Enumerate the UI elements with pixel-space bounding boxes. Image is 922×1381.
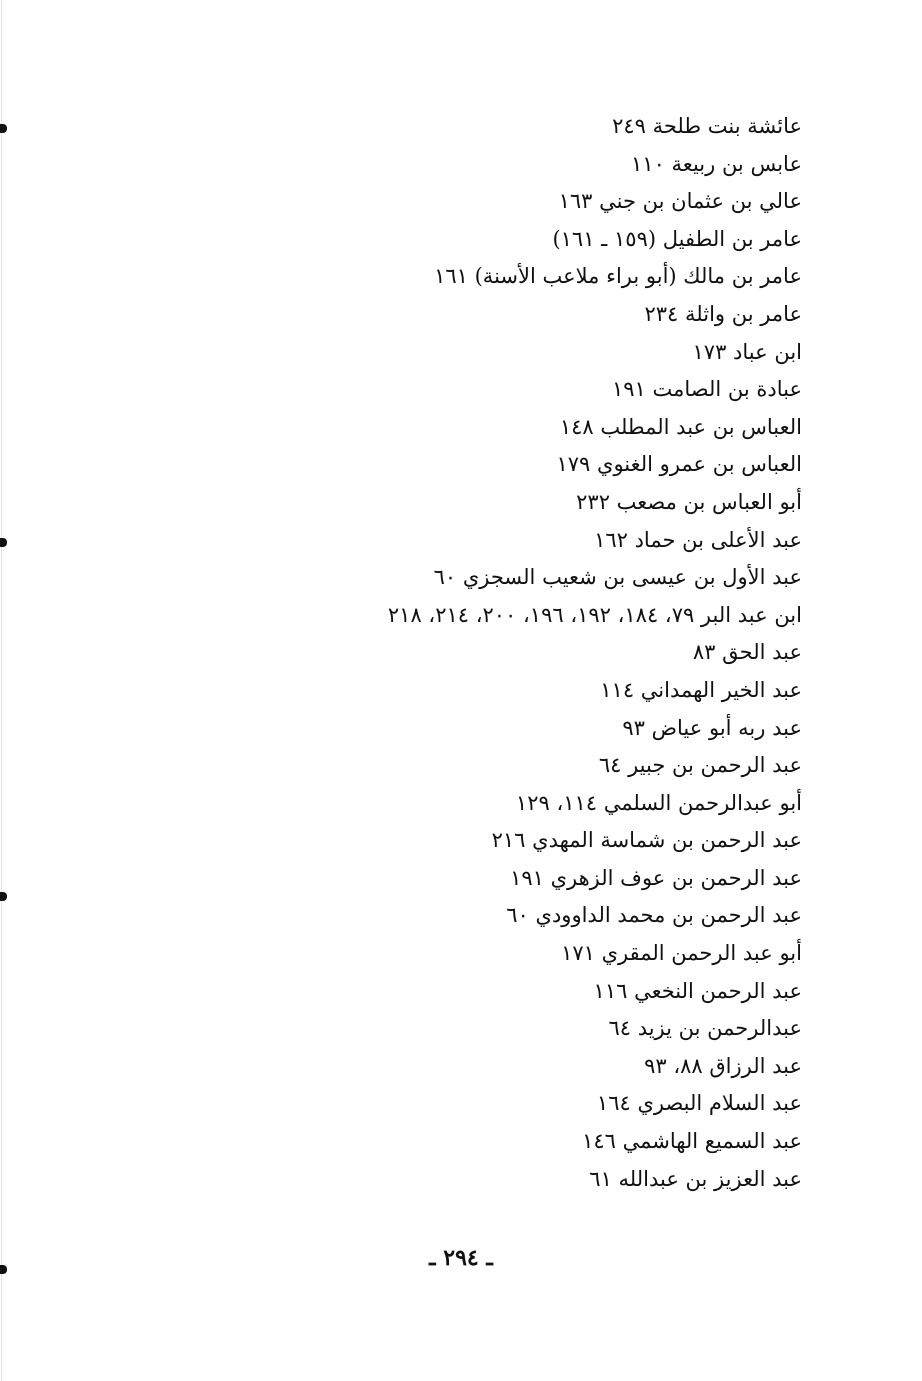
index-list xyxy=(282,108,802,1198)
index-entry: أبو العباس بن مصعب ٢٣٢ xyxy=(576,489,802,514)
index-entry: عبد الرحمن النخعي ١١٦ xyxy=(593,978,802,1003)
index-entry: عابس بن ربيعة ١١٠ xyxy=(631,151,802,176)
index-entry: عبد العزيز بن عبدالله ٦١ xyxy=(589,1166,802,1191)
index-entry: عالي بن عثمان بن جني ١٦٣ xyxy=(558,189,802,214)
index-entry: ابن عباد ١٧٣ xyxy=(692,339,802,364)
index-entry: عبد الأعلى بن حماد ١٦٢ xyxy=(594,527,802,552)
index-entry: العباس بن عمرو الغنوي ١٧٩ xyxy=(556,452,802,477)
index-entry: عامر بن واثلة ٢٣٤ xyxy=(644,301,802,326)
index-entry: عامر بن مالك (أبو براء ملاعب الأسنة) ١٦١ xyxy=(434,264,802,289)
page-number: ـ ٢٩٤ ـ xyxy=(429,1245,493,1271)
index-entry: عبد الرحمن بن شماسة المهدي ٢١٦ xyxy=(491,828,802,853)
index-entry: عبد الرحمن بن محمد الداوودي ٦٠ xyxy=(506,903,802,928)
index-entry: عبد الخير الهمداني ١١٤ xyxy=(600,677,802,702)
index-entry: عبد الأول بن عيسى بن شعيب السجزي ٦٠ xyxy=(433,565,802,590)
index-entry: أبو عبدالرحمن السلمي ١١٤، ١٢٩ xyxy=(515,790,802,815)
index-entry: عامر بن الطفيل (١٥٩ ـ ١٦١) xyxy=(552,226,802,251)
index-entry: أبو عبد الرحمن المقري ١٧١ xyxy=(561,941,802,966)
index-entry: عبادة بن الصامت ١٩١ xyxy=(611,377,802,402)
index-entry: عبد السميع الهاشمي ١٤٦ xyxy=(582,1129,802,1154)
index-entry: عبد الحق ٨٣ xyxy=(692,640,802,665)
index-entry: عبد السلام البصري ١٦٤ xyxy=(596,1091,802,1116)
scan-mark-2 xyxy=(0,538,7,547)
index-entry: عبد ربه أبو عياض ٩٣ xyxy=(622,715,802,740)
index-entry: عائشة بنت طلحة ٢٤٩ xyxy=(612,114,802,138)
index-entry: عبد الرحمن بن جبير ٦٤ xyxy=(598,753,802,778)
index-entry: عبد الرزاق ٨٨، ٩٣ xyxy=(644,1053,802,1078)
index-entry: العباس بن عبد المطلب ١٤٨ xyxy=(559,414,802,439)
scan-mark-3 xyxy=(0,892,7,901)
index-entry: عبد الرحمن بن عوف الزهري ١٩١ xyxy=(510,865,802,890)
index-entry: عبدالرحمن بن يزيد ٦٤ xyxy=(608,1016,802,1041)
scan-mark-1 xyxy=(0,124,7,133)
page-edge-shadow xyxy=(1,0,2,1381)
index-entry: ابن عبد البر ٧٩، ١٨٤، ١٩٢، ١٩٦، ٢٠٠، ٢١٤، ٢١٨ xyxy=(387,602,802,627)
